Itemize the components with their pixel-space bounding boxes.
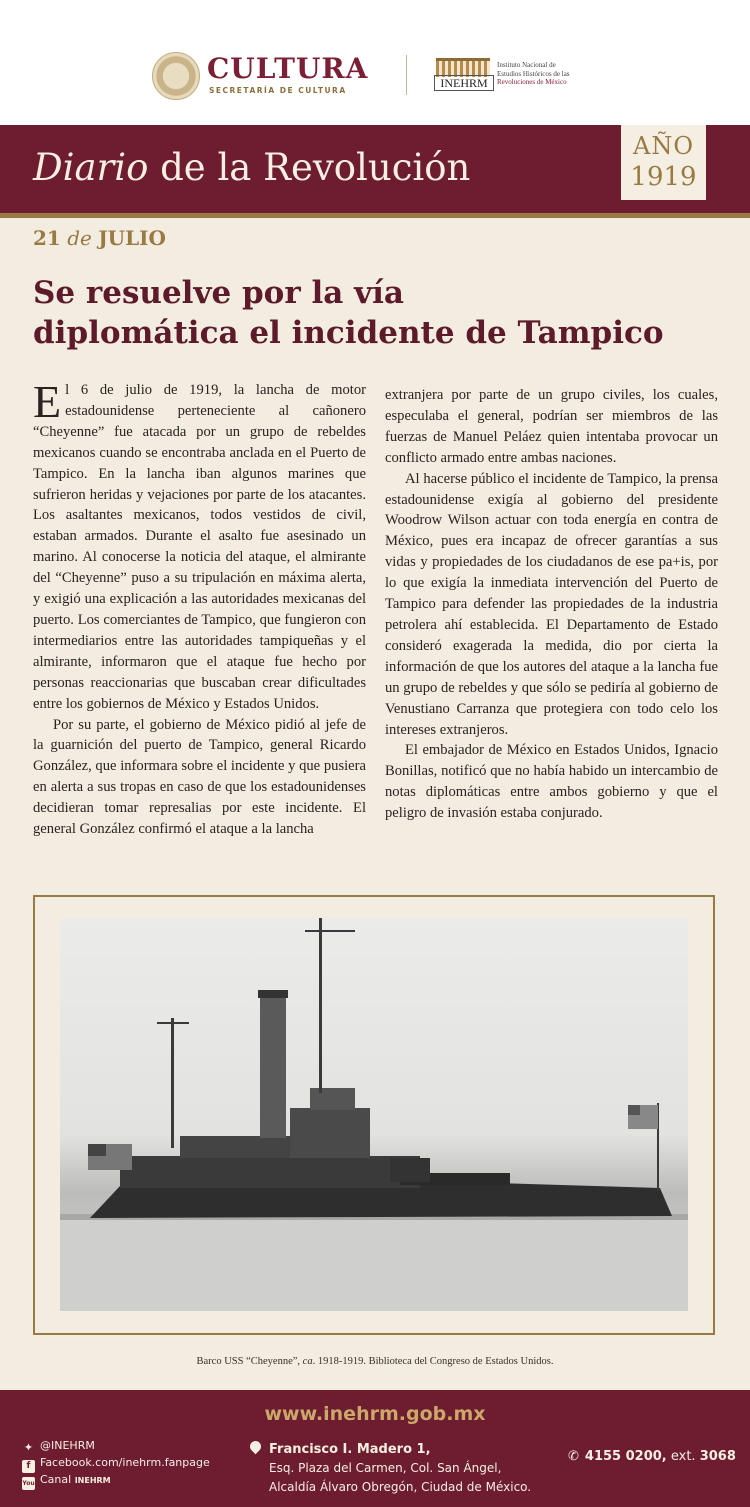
date-day: 21 [33, 226, 61, 250]
paragraph: Por su parte, el gobierno de México pidió al jefe de la guarnición del puerto de Tampico, general Ricardo González, que informara sobre el incidente y que pusiera en alerta a sus tropas en caso de que los estadounidenses decidieran tomar represalias por este incidente. El general González confirmó el ataque a la lancha [33, 716, 366, 838]
date-month: JULIO [98, 226, 166, 250]
warship-image [60, 918, 688, 1311]
inehrm-logo[interactable]: INEHRM [434, 75, 494, 91]
address-line: Esq. Plaza del Carmen, Col. San Ángel, [269, 1461, 502, 1475]
paragraph: Al hacerse público el incidente de Tampico, la prensa estadounidense exigía al gobierno del presidente Woodrow Wilson actuar con toda energía en contra de México, pues era incapaz de ofrecer garantías a sus vidas y propiedades de los ciudadanos de ese pa+is, por lo que exigía la inmediata intervención del Puerto de Tampico para defender las propiedades de la industria petrolera ahí establecida. El Departamento de Estado consideró exagerada la medida, dio por cierta la información de que los autores del ataque a la lancha fue un grupo de rebeldes y que sólo se pediría al gobierno de Venustiano Carranza que protegiera con todo celo los intereses extranjeros. [385, 470, 718, 738]
paragraph [33, 376, 366, 715]
youtube-link[interactable] [22, 1473, 111, 1490]
banner-gold-line [0, 213, 750, 218]
date-de: de [60, 226, 99, 250]
paragraph: extranjera por parte de un grupo civiles, los cuales, especulaba el general, podrían ser miembros de las fuerzas de Manuel Peláez quien intentaba provocar un conflicto armado entre ambas naciones. [385, 387, 718, 466]
website-link[interactable]: www.inehrm.gob.mx [264, 1403, 486, 1425]
address [269, 1440, 531, 1497]
inehrm-description [497, 61, 597, 87]
phone-icon: ✆ [568, 1449, 579, 1464]
drop-cap: E [33, 376, 62, 427]
inehrm-desc-line: Estudios Históricos de las [497, 69, 570, 78]
headline-line: diplomática el incidente de Tampico [33, 315, 664, 351]
twitter-icon: ✦ [23, 1441, 34, 1454]
twitter-handle: @INEHRM [40, 1439, 95, 1452]
series-title-italic: Diario [33, 146, 149, 189]
youtube-icon: You [22, 1477, 35, 1490]
phone-ext: 3068 [699, 1449, 736, 1464]
article-column-right [385, 385, 718, 824]
cultura-logo[interactable]: CULTURA [207, 52, 369, 85]
phone-number: 4155 0200, [584, 1449, 667, 1464]
youtube-label: Canal [40, 1473, 75, 1486]
caption-text: Barco USS “Cheyenne”, [196, 1356, 303, 1367]
header [0, 0, 750, 125]
coat-of-arms-icon [152, 52, 200, 100]
header-divider [406, 55, 407, 95]
caption-text: . 1918-1919. Biblioteca del Congreso de Estados Unidos. [312, 1356, 554, 1367]
ship-photo [60, 918, 688, 1311]
series-title-rest: de la Revolución [148, 146, 471, 189]
photo-caption [0, 1356, 750, 1367]
inehrm-desc-line: Instituto Nacional de [497, 61, 556, 69]
twitter-link[interactable] [22, 1439, 95, 1454]
paragraph-text: l 6 de julio de 1919, la lancha de motor estadounidense perteneciente al cañonero “Cheyenne” fue atacada por un grupo de rebeldes mexicanos cuando se encontraba anclada en el Puerto de Tampico. En la lancha iban algunos marines que sufrieron heridas y vejaciones por parte de los atacantes. Los asaltantes mexicanos, todos vestidos de civil, estaban armados. Durante el asalto fue asesinado un marino. Al conocerse la noticia del ataque, el almirante del “Cheyenne” puso a su tripulación en máxima alerta, y exigió una explicación a las autoridades mexicanas del puerto. Los comerciantes de Tampico, que fungieron con intermediarios entre las autoridades tampiqueñas y el almirante, informaron que el ataque fue hecho por personas reaccionarias que buscaban crear dificultades entre los gobiernos de México y Estados Unidos. [33, 382, 366, 712]
paragraph: El embajador de México en Estados Unidos, Ignacio Bonillas, notificó que no había habido un intercambio de notas diplomáticas entre ambos gobierno y que el peligro de invasión estaba conjurado. [385, 742, 718, 822]
facebook-icon: f [22, 1460, 35, 1473]
phone-ext-label: ext. [666, 1449, 700, 1464]
youtube-channel: INEHRM [74, 1476, 111, 1485]
secretaria-label: SECRETARÍA DE CULTURA [209, 86, 347, 95]
year-box [621, 125, 706, 200]
facebook-url: Facebook.com/inehrm.fanpage [40, 1456, 210, 1469]
address-street: Francisco I. Madero 1, [269, 1442, 431, 1457]
article-column-left [33, 376, 366, 840]
address-line: Alcaldía Álvaro Obregón, Ciudad de México. [269, 1480, 532, 1494]
headline-line: Se resuelve por la vía [33, 275, 404, 311]
caption-ca: ca [302, 1356, 313, 1367]
facebook-link[interactable] [22, 1456, 210, 1473]
year-value: 1919 [630, 162, 697, 192]
headline [33, 273, 713, 353]
inehrm-desc-line: Revoluciones de México [497, 78, 567, 86]
series-title [33, 146, 470, 189]
year-label: AÑO [632, 132, 694, 160]
article-date [33, 226, 166, 250]
phone[interactable] [568, 1449, 736, 1464]
